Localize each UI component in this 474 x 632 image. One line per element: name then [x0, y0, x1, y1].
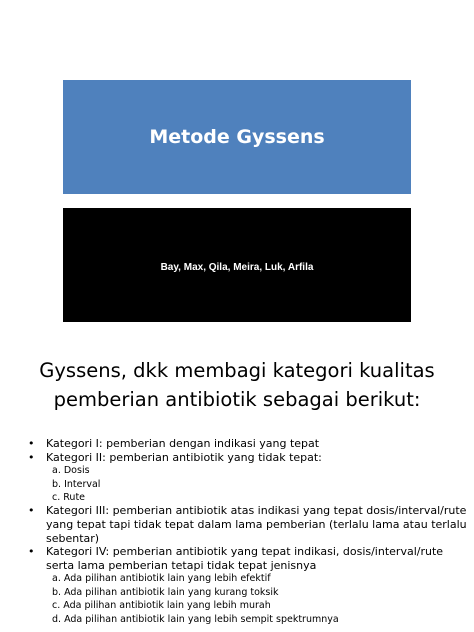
category-text: Kategori I: pemberian dengan indikasi yang tepat: [46, 437, 320, 450]
category-item-3: [28, 504, 468, 545]
sub-item: d. Ada pilihan antibiotik lain yang lebih sempit spektrumnya: [52, 613, 339, 625]
category-item-1: [28, 437, 468, 451]
category-text: Kategori III: pemberian antibiotik atas indikasi yang tepat dosis/interval/rute yang tepat tapi tidak tepat dalam lama pemberian (terlalu lama atau terlalu sebentar): [46, 504, 467, 545]
category-text: Kategori IV: pemberian antibiotik yang tepat indikasi, dosis/interval/rute serta lama pemberian tetapi tidak tepat jenisnya: [46, 545, 444, 572]
content-heading: [10, 356, 464, 414]
sub-item: a. Ada pilihan antibiotik lain yang lebih efektif: [52, 573, 271, 585]
category-item-2: [28, 451, 468, 505]
sub-item: b. Ada pilihan antibiotik lain yang kurang toksik: [52, 586, 279, 598]
slide-authors: Bay, Max, Qila, Meira, Luk, Arfila: [160, 261, 314, 273]
slide-title: Metode Gyssens: [149, 126, 325, 148]
category-text: Kategori II: pemberian antibiotik yang tidak tepat:: [46, 450, 322, 464]
sub-item: a. Dosis: [52, 465, 90, 477]
category-sub-list: [46, 464, 468, 504]
sub-item: c. Rute: [52, 492, 86, 503]
category-item-4: [28, 545, 468, 626]
title-banner: [63, 80, 411, 194]
subtitle-banner: [63, 208, 411, 322]
category-sub-list: [46, 572, 468, 626]
sub-item: c. Ada pilihan antibiotik lain yang lebih murah: [52, 600, 271, 612]
sub-item: b. Interval: [52, 478, 101, 490]
heading-line-1: Gyssens, dkk membagi kategori kualitas: [39, 359, 435, 382]
heading-line-2: pemberian antibiotik sebagai berikut:: [53, 388, 421, 411]
category-list: [28, 437, 468, 626]
